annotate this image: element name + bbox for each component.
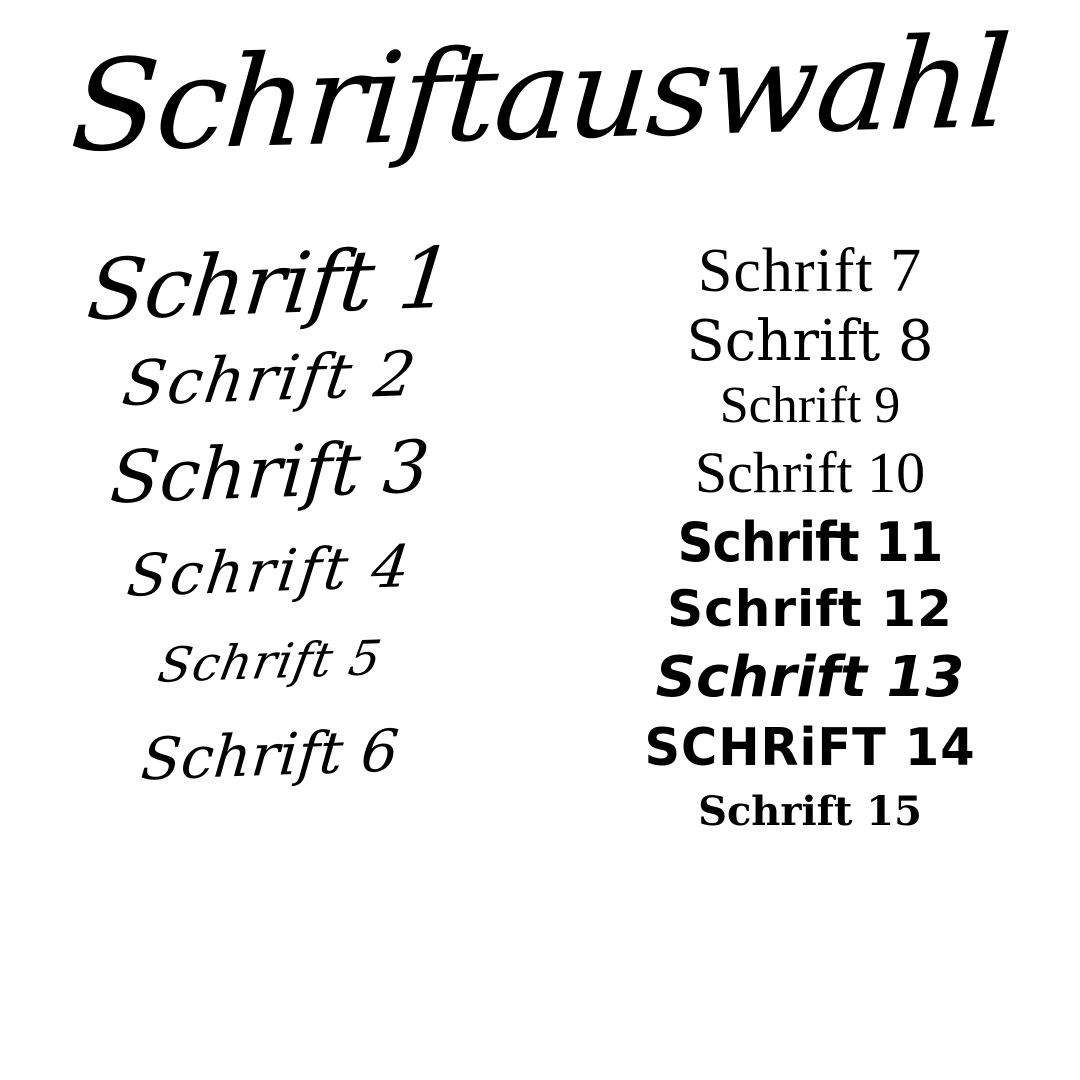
font-sample-schrift-3: Schrift 3 [107,424,433,520]
font-sample-columns [0,228,1080,1062]
font-sample-schrift-9: Schrift 9 [719,377,901,434]
font-sample-schrift-10: Schrift 10 [694,440,926,505]
font-sample-schrift-11: Schrift 11 [677,511,943,574]
font-sample-schrift-13: Schrift 13 [655,645,965,710]
font-sample-schrift-4: Schrift 4 [123,532,417,610]
font-sample-schrift-1: Schrift 1 [83,228,457,340]
font-sample-schrift-7: Schrift 7 [697,237,923,305]
font-sample-schrift-5: Schrift 5 [153,630,387,694]
font-sample-schrift-15: Schrift 15 [698,788,922,835]
font-sample-column-left [0,228,540,1072]
font-sample-schrift-2: Schrift 2 [118,336,422,421]
font-sample-schrift-12: Schrift 12 [667,580,953,638]
page-title: Schriftauswahl [66,8,1014,181]
font-sample-schrift-6: Schrift 6 [138,716,402,794]
font-sample-column-right [540,232,1080,1070]
font-sample-schrift-14: SCHRiFT 14 [644,718,976,778]
font-sample-schrift-8: Schrift 8 [686,309,934,374]
